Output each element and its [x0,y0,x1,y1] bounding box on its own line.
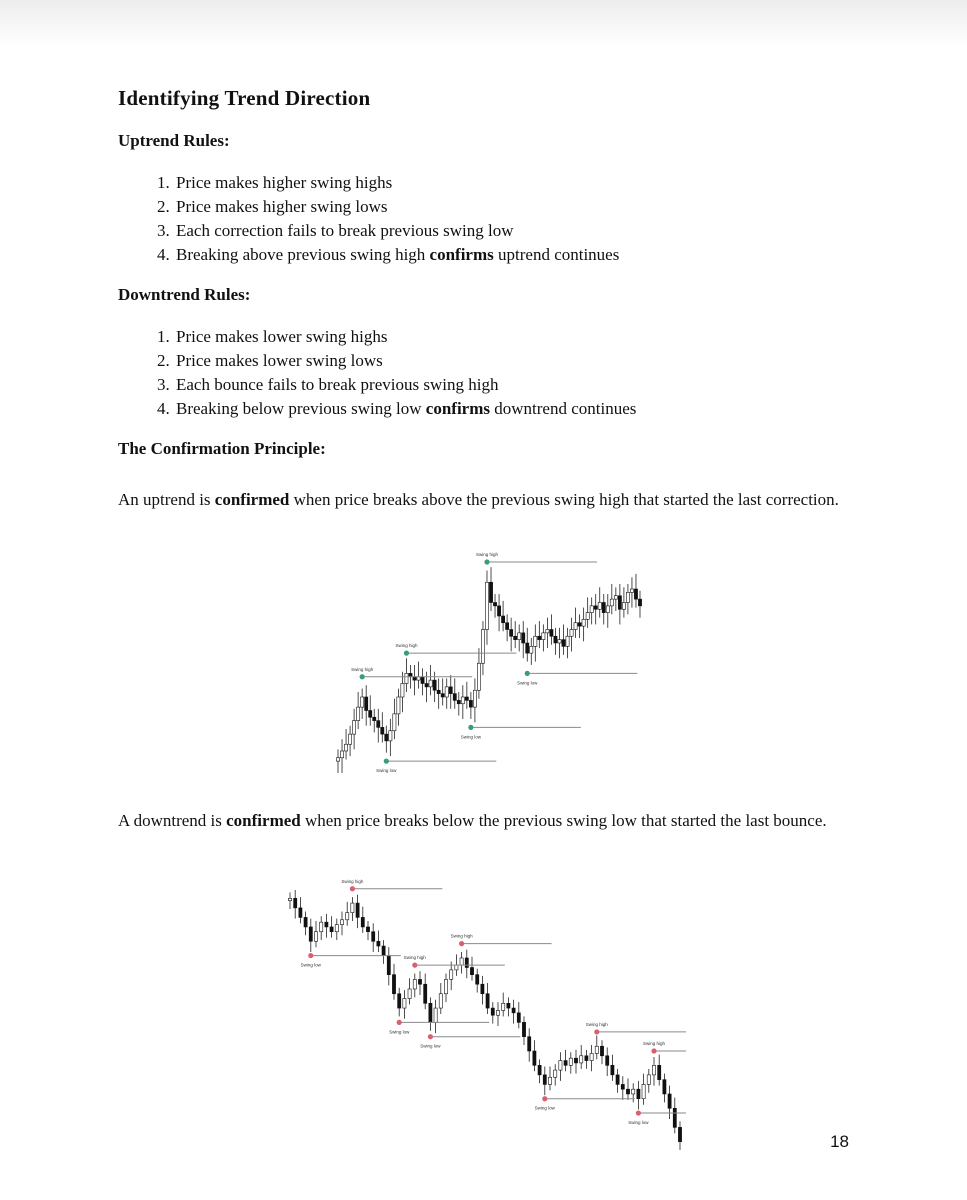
candle-body [437,690,440,693]
candle-body [425,684,428,687]
candle-body [385,734,388,741]
candle-body [543,1075,546,1085]
candle-body [377,941,380,946]
candle-body [637,1089,640,1099]
candle-body [473,690,476,707]
candle-body [393,714,396,731]
candle-body [481,984,484,994]
candle-body [424,984,427,1003]
candle-body [389,731,392,741]
candle-body [486,994,489,1008]
candle-body [517,1013,520,1023]
candle-body [372,932,375,942]
candle-body [663,1080,666,1094]
candle-body [489,582,492,602]
candle-body [444,979,447,993]
candle-body [585,1056,588,1061]
candle-body [481,630,484,664]
candle-body [673,1108,676,1127]
candle-body [586,613,589,620]
swing-high-marker [484,559,489,564]
candle-body [357,707,360,721]
candle-body [546,630,549,633]
swing-low-marker [468,725,473,730]
swing-label: Swing high [642,1041,666,1047]
swing-low-marker [542,1096,547,1101]
swing-high-marker [651,1048,656,1053]
candle-body [574,1058,577,1063]
candle-body [548,1077,551,1084]
candle-body [450,970,453,980]
swing-label: Swing high [395,643,418,649]
swing-high-marker [350,886,355,891]
candle-body [434,1008,437,1022]
swing-low-marker [384,759,389,764]
candle-body [403,999,406,1009]
candle-body [510,630,513,637]
candle-body [618,596,621,610]
candle-body [550,630,553,637]
candle-body [542,633,545,640]
candle-body [570,630,573,637]
candle-body [528,1037,531,1051]
swing-low-marker [636,1110,641,1115]
candle-body [351,903,354,913]
candle-body [397,697,400,714]
candle-body [408,989,411,999]
candle-body [365,697,368,711]
candle-body [559,1061,562,1071]
candle-body [614,596,617,599]
candle-body [387,956,390,975]
candle-body [668,1094,671,1108]
candle-body [502,1003,505,1010]
candle-body [398,994,401,1008]
list-item: 3. Each bounce fails to break previous swing high [174,373,858,397]
candle-body [461,697,464,704]
candle-body [340,751,343,758]
candle-body [465,958,468,968]
swing-low-marker [428,1034,433,1039]
candle-body [574,623,577,630]
candle-body [530,646,533,653]
swing-high-marker [404,651,409,656]
candle-body [299,908,302,918]
candle-body [658,1065,661,1079]
candle-body [361,917,364,927]
swing-label: Swing high [475,552,498,557]
candle-body [594,606,597,609]
candle-body [600,1046,603,1056]
candle-body [344,744,347,751]
candle-body [496,1010,499,1015]
candle-body [497,606,500,616]
swing-label: Swing low [389,1029,410,1035]
candle-body [554,636,557,643]
uptrend-chart [328,552,650,788]
candle-body [493,603,496,606]
candle-body [538,1065,541,1075]
downtrend-confirmation-paragraph: A downtrend is confirmed when price breaks below the previous swing low that started the last bounce. [118,811,827,830]
candle-body [418,979,421,984]
candle-body [433,680,436,690]
candle-body [373,717,376,720]
swing-label: Swing low [628,1120,649,1126]
downtrend-chart [280,874,690,1166]
candle-body [569,1058,572,1065]
candle-body [476,975,479,985]
candle-body [330,927,333,932]
candle-body [439,994,442,1008]
candle-body [457,700,460,703]
candle-body [598,603,601,610]
candle-body [445,687,448,697]
candle-body [477,663,480,690]
candle-body [578,623,581,626]
candle-body [455,965,458,970]
candle-body [366,927,369,932]
candle-body [506,623,509,630]
candle-body [294,898,297,908]
candle-body [606,606,609,613]
candle-body [610,599,613,606]
swing-label: Swing high [351,666,374,672]
candle-body [413,979,416,989]
candle-body [304,917,307,927]
candle-body [590,1053,593,1060]
candle-body [630,589,633,592]
candle-body [336,758,339,761]
candle-body [606,1056,609,1066]
downtrend-rules-list [118,325,858,421]
candle-body [325,922,328,927]
candle-body [353,721,356,735]
candle-body [405,673,408,683]
confirmation-heading: The Confirmation Principle: [118,439,326,458]
candle-body [417,677,420,680]
candle-body [314,932,317,942]
candle-body [335,925,338,932]
candle-body [401,684,404,698]
swing-low-marker [525,671,530,676]
swing-high-marker [412,963,417,968]
candle-body [638,599,641,606]
swing-label: Swing high [450,933,473,939]
swing-label: Swing low [517,680,538,686]
candle-body [518,633,521,640]
uptrend-confirmation-paragraph: An uptrend is confirmed when price breaks above the previous swing high that started the last correction. [118,490,839,509]
candle-body [356,903,359,917]
candle-body [611,1065,614,1075]
swing-label: Swing high [403,955,426,961]
candle-body [590,606,593,613]
list-item: 2. Price makes higher swing lows [174,195,858,219]
list-item: 1. Price makes lower swing highs [174,325,858,349]
candle-body [647,1075,650,1085]
candle-body [413,677,416,680]
candle-body [501,616,504,623]
candle-body [562,640,565,647]
list-item: 4. Breaking above previous swing high confirms uptrend continues [174,243,858,267]
candle-body [534,636,537,646]
swing-label: Swing low [300,962,321,968]
candle-body [507,1003,510,1008]
candle-body [634,589,637,599]
candle-body [421,677,424,684]
candle-body [514,636,517,639]
candle-body [632,1089,635,1094]
candle-body [369,711,372,718]
candle-body [340,920,343,925]
candle-body [522,633,525,643]
downtrend-heading: Downtrend Rules: [118,285,251,304]
candle-body [566,636,569,646]
candle-body [512,1008,515,1013]
candle-body [533,1051,536,1065]
swing-high-marker [459,941,464,946]
candle-body [377,721,380,728]
candle-body [309,927,312,941]
candle-body [429,680,432,687]
page-title: Identifying Trend Direction [118,86,371,110]
uptrend-rules-list [118,171,858,267]
candle-body [522,1022,525,1036]
swing-low-marker [308,953,313,958]
candle-body [622,603,625,610]
candle-body [320,922,323,932]
candle-body [465,697,468,700]
candle-body [469,700,472,707]
candle-body [392,975,395,994]
candle-body [678,1127,681,1141]
candle-body [602,603,605,613]
candle-body [288,898,291,900]
candle-body [526,643,529,653]
candle-body [348,734,351,744]
candle-body [616,1075,619,1085]
candle-body [642,1084,645,1098]
swing-high-marker [360,674,365,679]
uptrend-heading: Uptrend Rules: [118,131,230,150]
swing-low-marker [397,1020,402,1025]
candle-body [580,1056,583,1063]
candle-body [382,946,385,956]
candle-body [346,913,349,920]
candle-body [621,1084,624,1089]
candle-body [558,640,561,643]
candle-body [595,1046,598,1053]
list-item: 2. Price makes lower swing lows [174,349,858,373]
candle-body [538,636,541,639]
swing-label: Swing high [585,1021,608,1027]
main-content [118,86,858,479]
candle-body [470,968,473,975]
candle-body [582,619,585,626]
candle-body [460,958,463,965]
list-item: 1. Price makes higher swing highs [174,171,858,195]
swing-label: Swing low [420,1043,441,1049]
candle-body [453,694,456,701]
candle-body [554,1070,557,1077]
candle-body [361,697,364,707]
candle-body [441,694,444,697]
candle-body [626,592,629,602]
swing-label: Swing low [534,1105,555,1111]
candle-body [626,1089,629,1094]
page-number: 18 [830,1132,849,1151]
list-item: 3. Each correction fails to break previous swing low [174,219,858,243]
candle-body [449,687,452,694]
candle-body [381,727,384,734]
swing-label: Swing low [376,768,397,774]
swing-high-marker [594,1029,599,1034]
swing-label: Swing high [341,878,364,884]
candle-body [491,1008,494,1015]
page-shadow-top [0,0,967,48]
candle-body [652,1065,655,1075]
swing-label: Swing low [460,734,482,740]
candle-body [485,582,488,629]
list-item: 4. Breaking below previous swing low confirms downtrend continues [174,397,858,421]
candle-body [564,1061,567,1066]
candle-body [409,673,412,676]
candle-body [429,1003,432,1022]
